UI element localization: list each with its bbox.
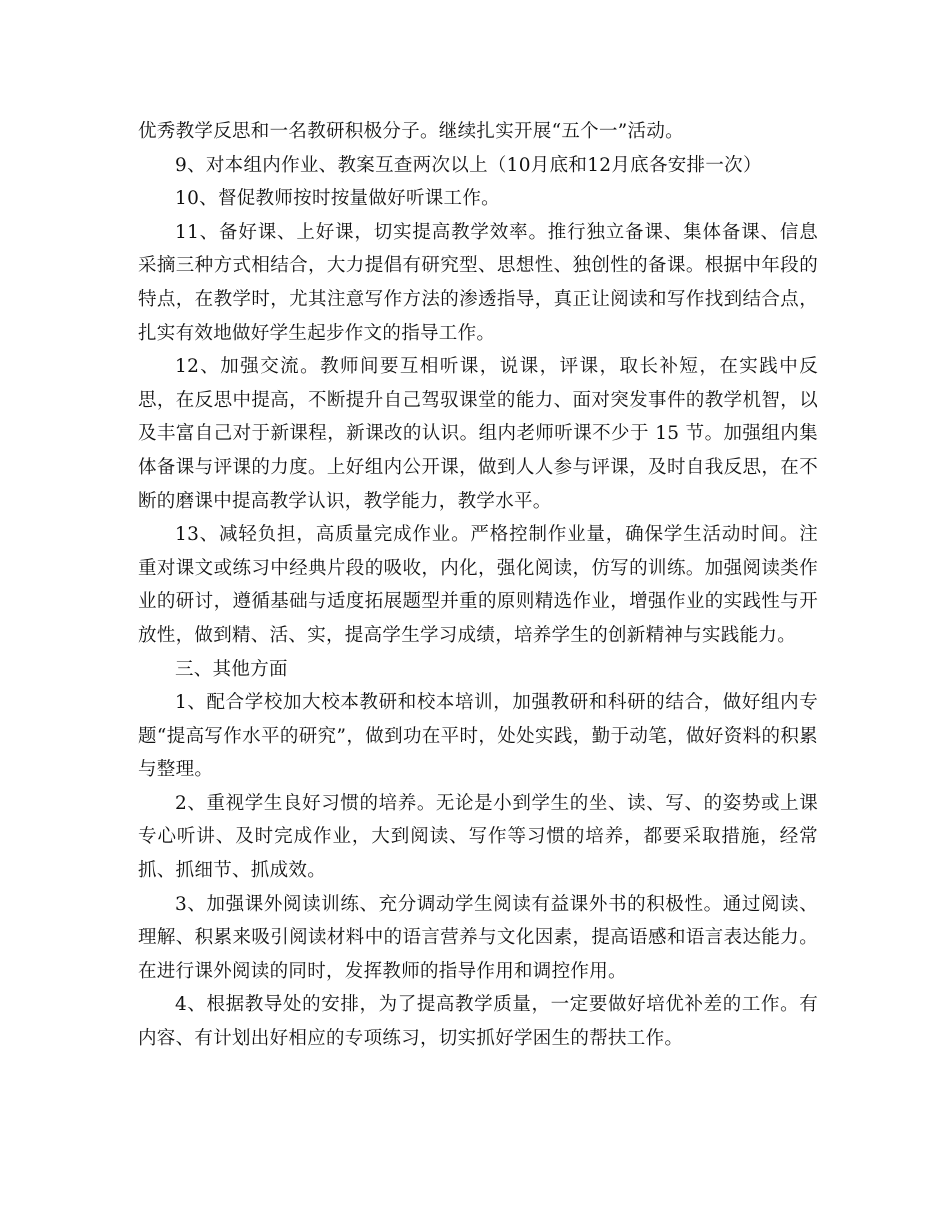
paragraph-other-2: 2、重视学生良好习惯的培养。无论是小到学生的坐、读、写、的姿势或上课专心听讲、及时完成作业，大到阅读、写作等习惯的培养，都要采取措施，经常抓、抓细节、抓成效。 (138, 792, 818, 882)
paragraph-other-1: 1、配合学校加大校本教研和校本培训，加强教研和科研的结合，做好组内专题“提高写作水平的研究”，做到功在平时，处处实践，勤于动笔，做好资料的积累与整理。 (138, 692, 818, 781)
paragraph-item-12: 12、加强交流。教师间要互相听课，说课，评课，取长补短，在实践中反思，在反思中提高，不断提升自己驾驭课堂的能力、面对突发事件的教学机智，以及丰富自己对于新课程，新课改的认识。组内老师听课不少于 15 节。加强组内集体备课与评课的力度。上好组内公开课，做到人人参与评课，及时自我反思，在不断的磨课中提高教学认识，教学能力，教学水平。 (138, 356, 818, 512)
paragraph-item-10: 10、督促教师按时按量做好听课工作。 (175, 188, 500, 210)
paragraph-item-9: 9、对本组内作业、教案互查两次以上（10月底和12月底各安排一次） (175, 154, 762, 176)
section-heading-other: 三、其他方面 (175, 658, 288, 680)
paragraph-item-13: 13、减轻负担，高质量完成作业。严格控制作业量，确保学生活动时间。注重对课文或练习中经典片段的吸收，内化，强化阅读，仿写的训练。加强阅读类作业的研讨，遵循基础与适度拓展题型并重的原则精选作业，增强作业的实践性与开放性，做到精、活、实，提高学生学习成绩，培养学生的创新精神与实践能力。 (138, 524, 818, 646)
paragraph-item-11: 11、备好课、上好课，切实提高教学效率。推行独立备课、集体备课、信息采摘三种方式相结合，大力提倡有研究型、思想性、独创性的备课。根据中年段的特点，在教学时，尤其注意写作方法的渗透指导，真正让阅读和写作找到结合点，扎实有效地做好学生起步作文的指导工作。 (138, 221, 818, 344)
paragraph-other-4: 4、根据教导处的安排，为了提高教学质量，一定要做好培优补差的工作。有内容、有计划出好相应的专项练习，切实抓好学困生的帮扶工作。 (138, 994, 818, 1050)
paragraph-other-3: 3、加强课外阅读训练、充分调动学生阅读有益课外书的积极性。通过阅读、理解、积累来吸引阅读材料中的语言营养与文化因素，提高语感和语言表达能力。在进行课外阅读的同时，发挥教师的指导作用和调控作用。 (138, 893, 818, 982)
paragraph-continuation: 优秀教学反思和一名教研积极分子。继续扎实开展“五个一”活动。 (138, 121, 684, 142)
document-page (138, 115, 818, 1056)
